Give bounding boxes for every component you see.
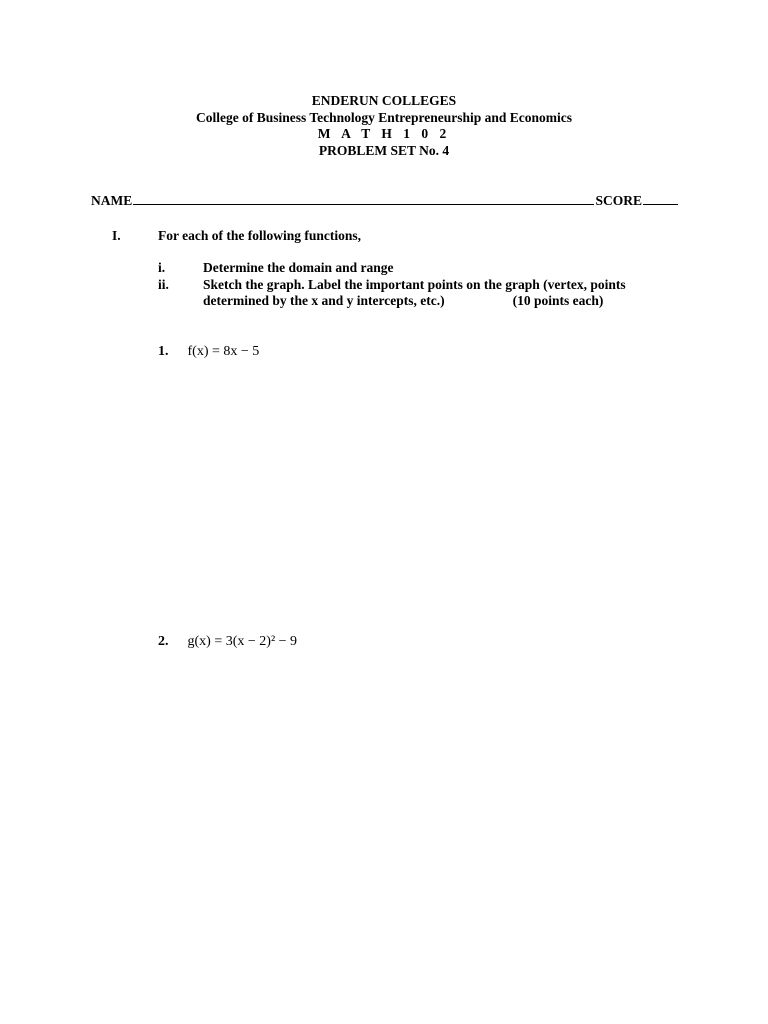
document-title: PROBLEM SET No. 4 [318, 142, 450, 158]
problem-formula: g(x) = 3(x − 2)² − 9 [187, 634, 298, 649]
section-instruction: For each of the following functions, [158, 228, 361, 243]
name-blank [133, 193, 594, 205]
problem-number: 2. [158, 634, 169, 649]
task-marker: i. [158, 260, 166, 275]
points-note: (10 points each) [512, 293, 604, 308]
course-code: M A T H 1 0 2 [317, 126, 451, 141]
task-text: Sketch the graph. Label the important points on the graph (vertex, points [203, 276, 626, 292]
task-list [158, 260, 698, 310]
score-blank [643, 193, 678, 205]
section-number: I. [112, 228, 121, 243]
name-score-row [91, 193, 678, 209]
college-name: College of Business Technology Entrepreneurship and Economics [195, 109, 573, 125]
task-text-continued [203, 293, 698, 310]
task-text: Determine the domain and range [203, 260, 394, 275]
problem-formula: f(x) = 8x − 5 [187, 344, 260, 359]
task-text-line2: determined by the x and y intercepts, etc.) [203, 293, 445, 308]
name-label: NAME [91, 193, 133, 208]
problem-item [158, 633, 297, 651]
task-item [158, 277, 698, 310]
task-item [158, 260, 698, 277]
problem-number: 1. [158, 344, 169, 359]
score-label: SCORE [595, 193, 642, 208]
task-marker: ii. [158, 276, 169, 292]
institution-name: ENDERUN COLLEGES [311, 93, 457, 108]
problem-item [158, 343, 259, 361]
document-header [0, 93, 768, 159]
